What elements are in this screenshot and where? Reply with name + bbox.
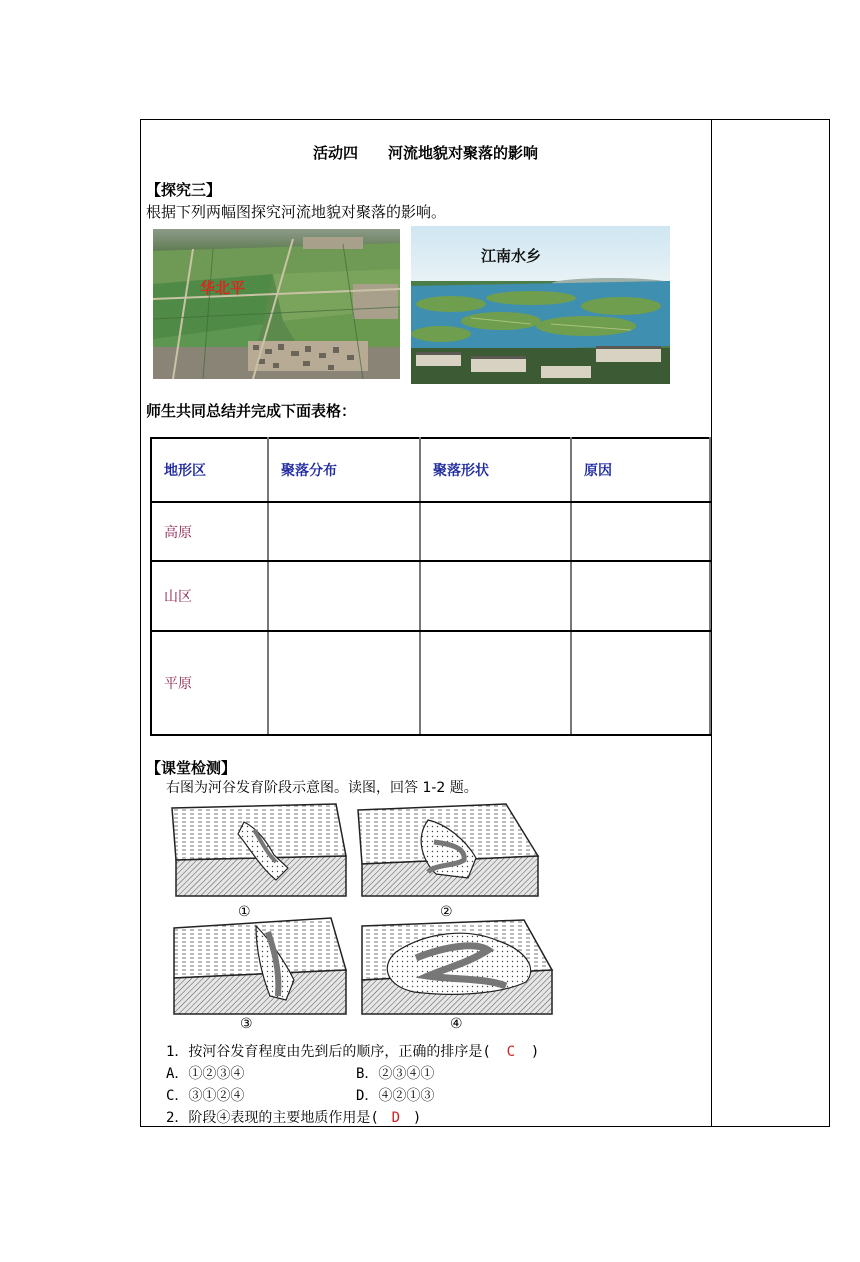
question-1-close: ) bbox=[530, 1044, 540, 1060]
answer-cell[interactable] bbox=[420, 561, 571, 631]
block-stage-2 bbox=[358, 804, 538, 896]
option-d[interactable]: D．④②①③ bbox=[356, 1088, 435, 1104]
row-label: 山区 bbox=[151, 561, 268, 631]
check-intro: 右图为河谷发育阶段示意图。读图，回答 1-2 题。 bbox=[166, 780, 478, 796]
option-a[interactable]: A．①②③④ bbox=[166, 1066, 245, 1082]
answer-cell[interactable] bbox=[420, 631, 571, 735]
table-row bbox=[151, 561, 710, 631]
stage-label: ④ bbox=[450, 1016, 463, 1032]
answer-cell[interactable] bbox=[571, 502, 710, 561]
block-stage-3 bbox=[174, 918, 346, 1014]
summary-prompt: 师生共同总结并完成下面表格： bbox=[146, 402, 357, 420]
question-2 bbox=[166, 1107, 421, 1127]
answer-cell[interactable] bbox=[420, 502, 571, 561]
question-2-stem: 2．阶段④表现的主要地质作用是( bbox=[166, 1110, 379, 1126]
option-b[interactable]: B．②③④① bbox=[356, 1066, 435, 1082]
settlement-summary-table bbox=[150, 437, 711, 736]
table-row bbox=[151, 631, 710, 735]
question-2-answer[interactable]: D bbox=[391, 1110, 401, 1126]
question-1 bbox=[166, 1041, 539, 1061]
block-stage-1 bbox=[172, 804, 346, 896]
question-1-stem: 1．按河谷发育程度由先到后的顺序，正确的排序是( bbox=[166, 1044, 491, 1060]
row-label: 平原 bbox=[151, 631, 268, 735]
question-2-close: ) bbox=[412, 1110, 422, 1126]
table-header-cell: 地形区 bbox=[151, 438, 268, 502]
stage-label: ① bbox=[238, 904, 251, 920]
notes-column-divider bbox=[711, 119, 712, 1127]
row-label: 高原 bbox=[151, 502, 268, 561]
activity-title: 活动四 河流地貌对聚落的影响 bbox=[312, 144, 538, 162]
right-photo-caption: 江南水乡 bbox=[481, 248, 542, 265]
answer-cell[interactable] bbox=[571, 561, 710, 631]
stage-label: ③ bbox=[240, 1016, 253, 1032]
table-header-cell: 原因 bbox=[571, 438, 710, 502]
table-header-cell: 聚落形状 bbox=[420, 438, 571, 502]
table-header-cell: 聚落分布 bbox=[268, 438, 420, 502]
answer-cell[interactable] bbox=[268, 631, 420, 735]
answer-cell[interactable] bbox=[268, 561, 420, 631]
jiangnan-water-town-photo bbox=[411, 226, 670, 384]
valley-stage-diagram bbox=[166, 800, 566, 1040]
table-header-row bbox=[151, 438, 710, 502]
answer-cell[interactable] bbox=[268, 502, 420, 561]
question-1-answer[interactable]: C bbox=[506, 1044, 516, 1060]
block-stage-4 bbox=[362, 920, 552, 1014]
answer-cell[interactable] bbox=[571, 631, 710, 735]
table-row bbox=[151, 502, 710, 561]
explore-instruction: 根据下列两幅图探究河流地貌对聚落的影响。 bbox=[146, 203, 447, 221]
option-c[interactable]: C．③①②④ bbox=[166, 1088, 245, 1104]
check-heading: 【课堂检测】 bbox=[146, 759, 237, 777]
explore-heading: 【探究三】 bbox=[146, 181, 222, 199]
left-photo-caption: 华北平 bbox=[200, 280, 246, 297]
stage-label: ② bbox=[440, 904, 453, 920]
north-china-plain-photo bbox=[153, 229, 400, 379]
